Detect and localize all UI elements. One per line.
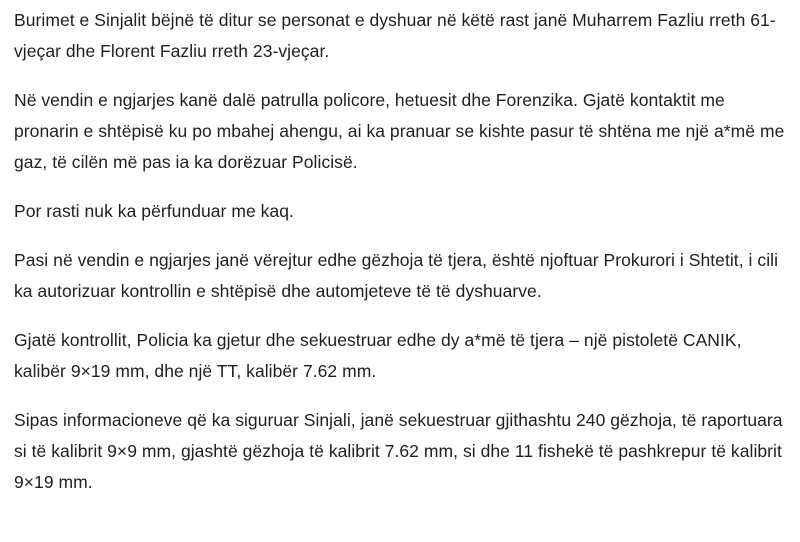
- paragraph-case-continues: Por rasti nuk ka përfunduar me kaq.: [14, 201, 294, 221]
- paragraph-police-response: Në vendin e ngjarjes kanë dalë patrulla policore, hetuesit dhe Forenzika. Gjatë kontaktit me pronarin e shtëpisë ku po mbahej ahengu, ai ka pranuar se kishte pasur të shtëna me një a*më me gaz, të cilën më pas ia ka dorëzuar Policisë.: [14, 90, 785, 172]
- paragraph-search-findings: Gjatë kontrollit, Policia ka gjetur dhe sekuestruar edhe dy a*më të tjera – një pistoletë CANIK, kalibër 9×19 mm, dhe një TT, kalibër 7.62 mm.: [14, 330, 742, 381]
- paragraph-prosecutor: Pasi në vendin e ngjarjes janë vërejtur edhe gëzhoja të tjera, është njoftuar Prokurori i Shtetit, i cili ka autorizuar kontrollin e shtëpisë dhe automjeteve të të dyshuarve.: [14, 250, 779, 301]
- paragraph-seized-items: Sipas informacioneve që ka siguruar Sinjali, janë sekuestruar gjithashtu 240 gëzhoja, të raportuara si të kalibrit 9×9 mm, gjashtë gëzhoja të kalibrit 7.62 mm, si dhe 11 fishekë të pashkrepur të kalibrit 9×19 mm.: [14, 410, 783, 492]
- paragraph-suspects: Burimet e Sinjalit bëjnë të ditur se personat e dyshuar në këtë rast janë Muharrem Fazliu rreth 61-vjeçar dhe Florent Fazliu rreth 23-vjeçar.: [14, 10, 776, 61]
